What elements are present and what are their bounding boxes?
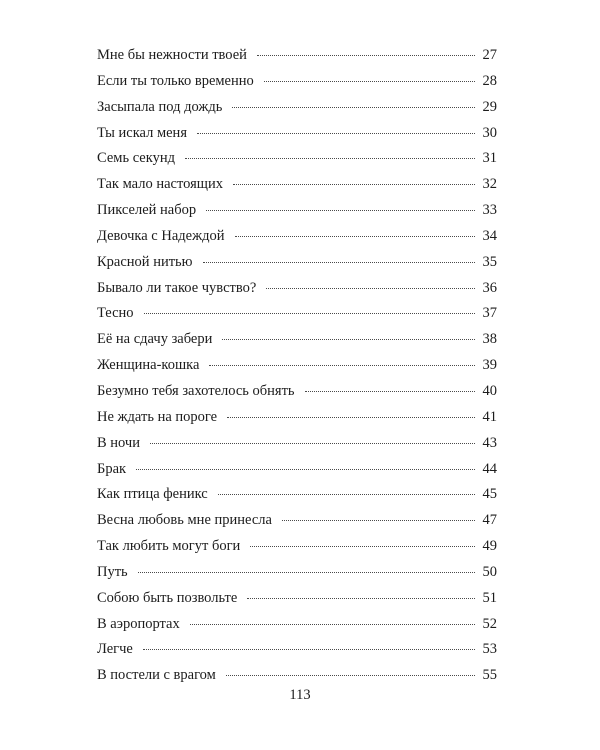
toc-entry-page: 33 [482,202,497,219]
dot-leader [144,313,475,314]
toc-entry [97,431,497,457]
dot-leader [257,55,475,56]
toc-entry-title: В ночи [97,434,140,451]
dot-leader [264,81,475,82]
toc-entry-page: 47 [482,512,497,529]
toc-entry-page: 36 [482,279,497,296]
toc-entry [97,405,497,431]
dot-leader [138,572,475,573]
toc-entry-page: 41 [482,408,497,425]
dot-leader [206,210,475,211]
toc-entry-page: 28 [482,72,497,89]
toc-entry-title: Ты искал меня [97,124,187,141]
dot-leader [185,158,475,159]
toc-entry-title: Как птица феникс [97,486,208,503]
toc-entry-page: 53 [482,641,497,658]
toc-entry [97,276,497,302]
dot-leader [190,624,475,625]
toc-entry-page: 35 [482,253,497,270]
dot-leader [218,494,475,495]
toc-entry-page: 49 [482,538,497,555]
toc-entry [97,95,497,121]
dot-leader [305,391,475,392]
toc-entry-title: Весна любовь мне принесла [97,512,272,529]
dot-leader [247,598,475,599]
toc-entry-title: Семь секунд [97,150,175,167]
toc-entry [97,172,497,198]
toc-entry [97,379,497,405]
toc-entry-title: Девочка с Надеждой [97,227,225,244]
dot-leader [222,339,475,340]
toc-entry [97,612,497,638]
toc-entry-title: В аэропортах [97,615,180,632]
toc-entry [97,146,497,172]
toc-entry-page: 31 [482,150,497,167]
toc-entry [97,560,497,586]
toc-entry [97,508,497,534]
toc-entry [97,43,497,69]
toc-entry [97,198,497,224]
toc-entry-title: Не ждать на пороге [97,408,218,425]
toc-entry [97,663,497,689]
toc-entry [97,224,497,250]
toc-entry-title: Её на сдачу забери [97,331,213,348]
toc-entry-title: Собою быть позвольте [97,589,238,606]
toc-entry-title: Пикселей набор [97,202,197,219]
toc-entry [97,457,497,483]
toc-entry [97,250,497,276]
toc-entry [97,534,497,560]
toc-entry-title: Красной нитью [97,253,193,270]
toc-entry-page: 37 [482,305,497,322]
dot-leader [136,469,475,470]
toc-entry-page: 32 [482,176,497,193]
toc-entry-title: Легче [97,641,133,658]
toc-entry-page: 51 [482,589,497,606]
toc-entry [97,121,497,147]
dot-leader [226,675,475,676]
dot-leader [266,288,475,289]
toc-entry-title: Тесно [97,305,134,322]
dot-leader [233,184,475,185]
toc-entry-page: 55 [482,667,497,684]
toc-entry-title: Путь [97,563,128,580]
toc-entry-page: 45 [482,486,497,503]
dot-leader [235,236,476,237]
toc-entry-page: 38 [482,331,497,348]
toc-entry-title: В постели с врагом [97,667,216,684]
toc-entry [97,353,497,379]
toc-entry-page: 43 [482,434,497,451]
toc-entry-page: 50 [482,563,497,580]
dot-leader [232,107,475,108]
dot-leader [197,133,475,134]
toc-entry-page: 27 [482,47,497,63]
toc-entry-page: 52 [482,615,497,632]
toc-entry-title: Бывало ли такое чувство? [97,279,257,296]
toc-entry-page: 39 [482,357,497,374]
toc-entry-page: 34 [482,227,497,244]
table-of-contents [97,43,497,689]
dot-leader [282,520,475,521]
toc-entry [97,482,497,508]
toc-entry-title: Так мало настоящих [97,176,223,193]
toc-entry-title: Брак [97,460,127,477]
toc-entry [97,327,497,353]
toc-entry-page: 29 [482,98,497,115]
toc-entry [97,69,497,95]
toc-entry-title: Безумно тебя захотелось обнять [97,382,295,399]
toc-entry-title: Мне бы нежности твоей [97,47,247,63]
toc-entry-title: Женщина-кошка [97,357,200,374]
toc-entry-page: 40 [482,382,497,399]
toc-entry [97,637,497,663]
dot-leader [143,649,475,650]
toc-entry-page: 30 [482,124,497,141]
toc-entry [97,586,497,612]
toc-entry [97,301,497,327]
page-number: 113 [289,687,311,703]
toc-entry-title: Засыпала под дождь [97,98,223,115]
dot-leader [209,365,475,366]
toc-entry-title: Так любить могут боги [97,538,241,555]
dot-leader [203,262,476,263]
dot-leader [150,443,475,444]
toc-entry-title: Если ты только временно [97,72,254,89]
dot-leader [250,546,475,547]
toc-entry-page: 44 [482,460,497,477]
dot-leader [227,417,475,418]
